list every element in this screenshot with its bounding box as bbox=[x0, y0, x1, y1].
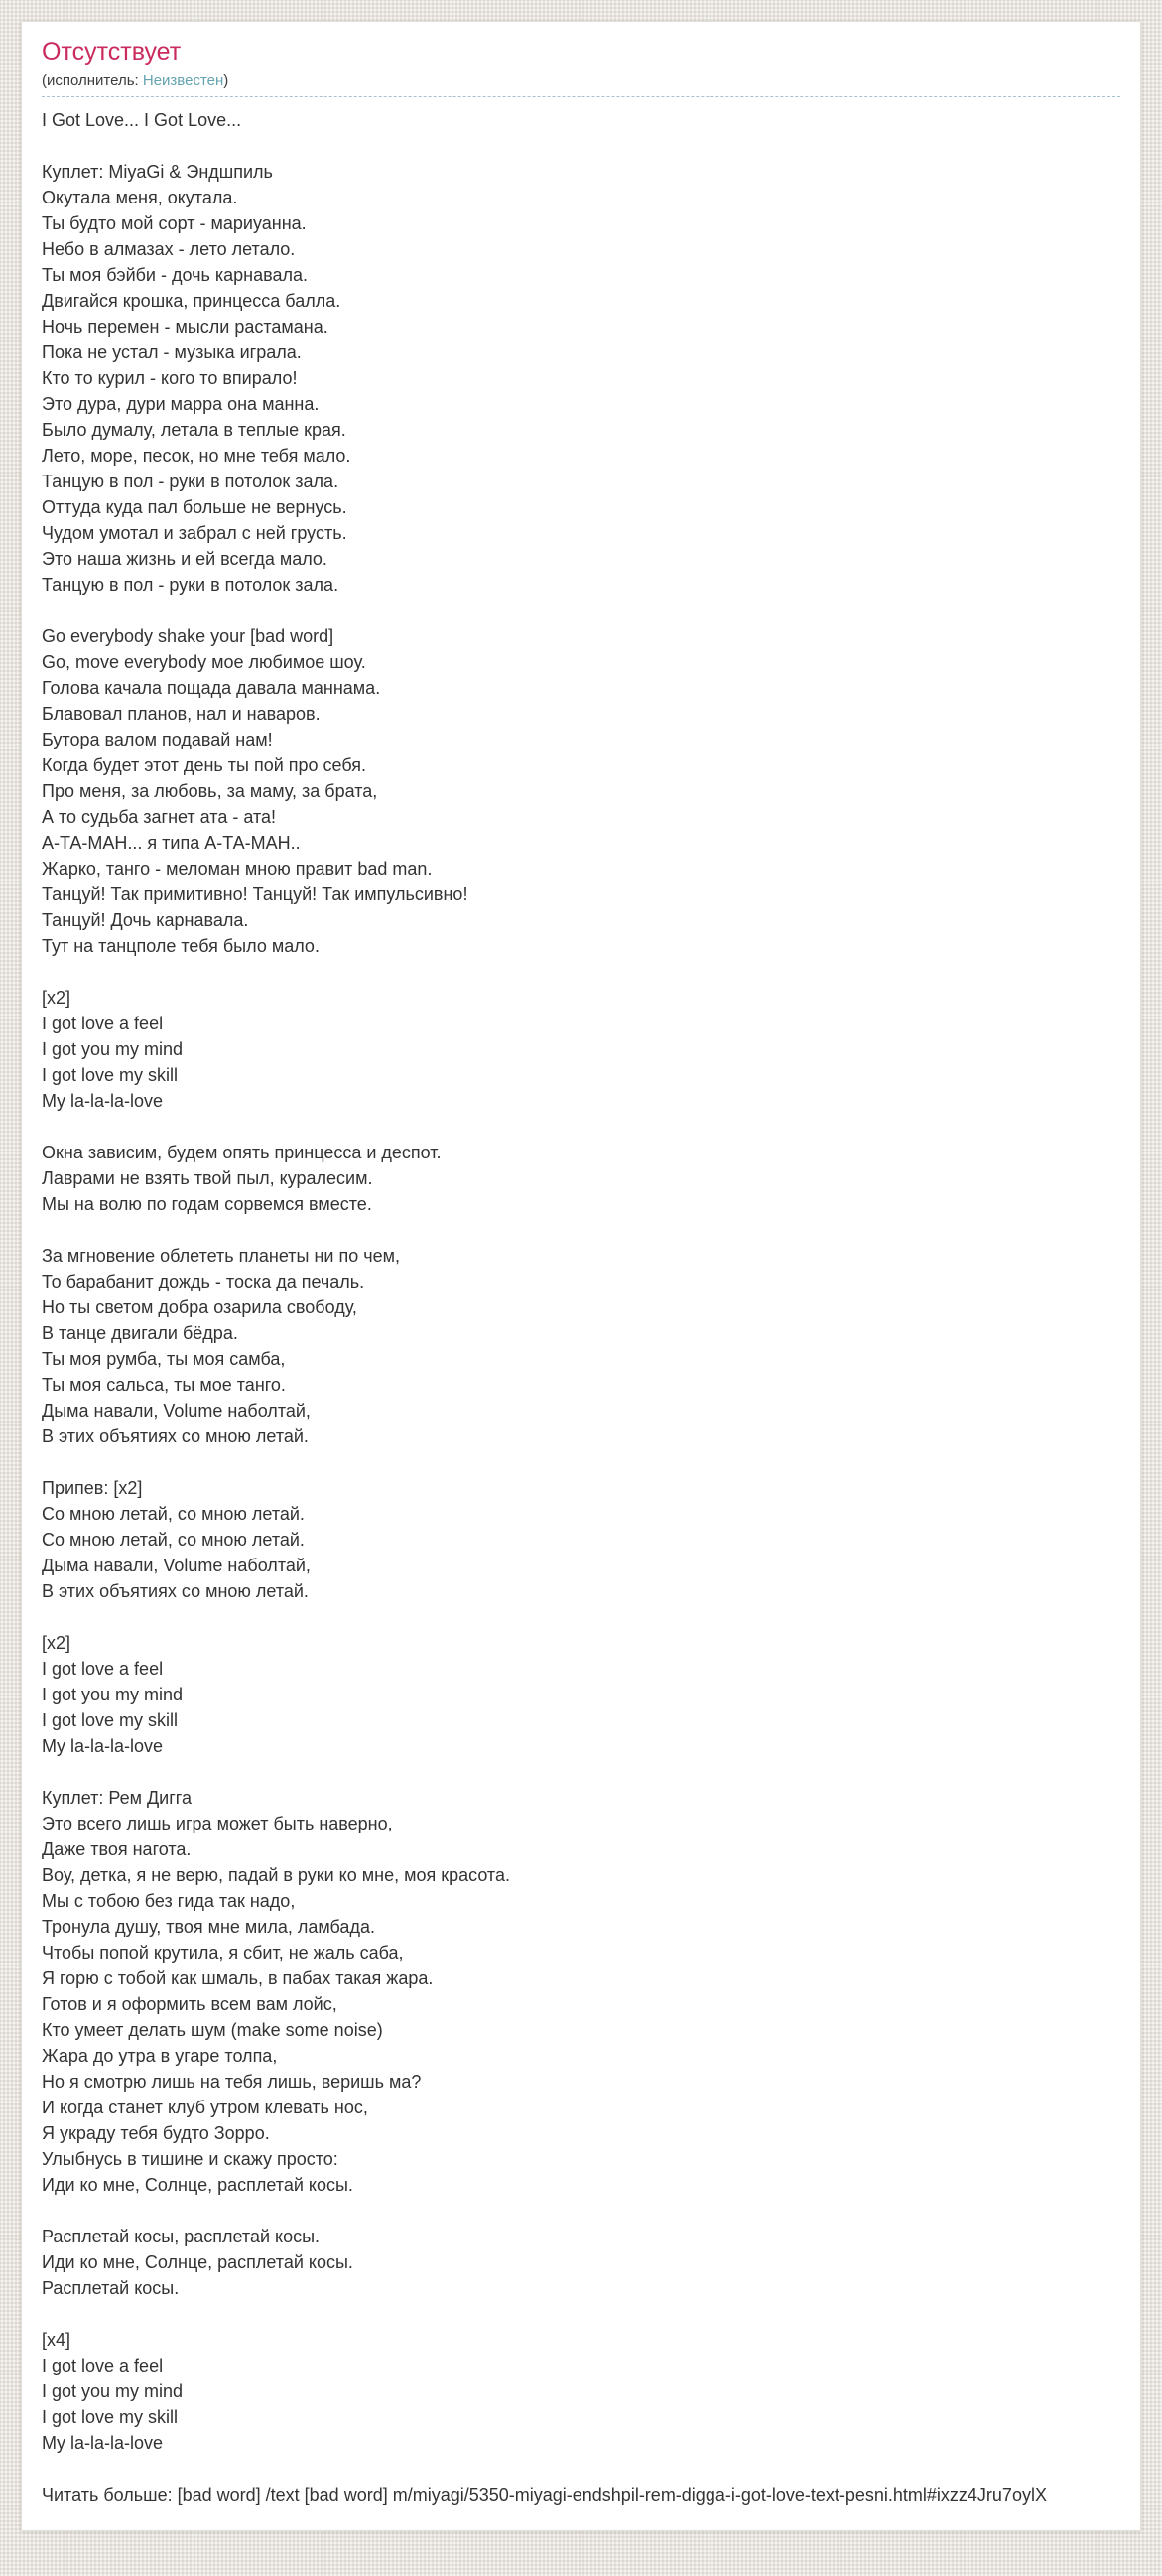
artist-label-suffix: ) bbox=[223, 72, 229, 89]
lyric-line: Про меня, за любовь, за маму, за брата, bbox=[42, 781, 378, 801]
lyric-line: Готов и я оформить всем вам лойс, bbox=[42, 1994, 337, 2014]
lyric-line: Воу, детка, я не верю, падай в руки ко мне, моя красота. bbox=[42, 1865, 510, 1885]
lyric-line: Жара до утра в угаре толпа, bbox=[42, 2046, 278, 2066]
lyric-line: Мы с тобою без гида так надо, bbox=[42, 1891, 296, 1911]
lyric-line: Это всего лишь игра может быть наверно, bbox=[42, 1814, 393, 1833]
lyric-line: Лето, море, песок, но мне тебя мало. bbox=[42, 446, 351, 466]
lyrics-stanza bbox=[42, 1475, 1120, 1604]
lyric-line: Танцуй! Дочь карнавала. bbox=[42, 910, 249, 930]
lyrics-stanza bbox=[42, 2327, 1120, 2456]
lyric-line: Ты будто мой сорт - мариуанна. bbox=[42, 213, 307, 233]
lyric-line: Припев: [x2] bbox=[42, 1478, 143, 1498]
lyric-line: I got love my skill bbox=[42, 2407, 179, 2427]
lyric-line: [x4] bbox=[42, 2330, 71, 2350]
lyric-line: I Got Love... I Got Love... bbox=[42, 110, 242, 130]
read-more-line bbox=[42, 2482, 1120, 2508]
lyric-line: А то судьба загнет ата - ата! bbox=[42, 807, 277, 827]
lyrics-stanza bbox=[42, 1243, 1120, 1449]
lyric-line: И когда станет клуб утром клевать нос, bbox=[42, 2098, 368, 2117]
lyric-line: Ночь перемен - мысли растамана. bbox=[42, 317, 328, 337]
lyric-line: Танцую в пол - руки в потолок зала. bbox=[42, 575, 339, 595]
lyrics-stanza bbox=[42, 107, 1120, 133]
page-background bbox=[0, 21, 1162, 2576]
lyric-line: Двигайся крошка, принцесса балла. bbox=[42, 291, 341, 311]
lyric-line: Лаврами не взять твой пыл, куралесим. bbox=[42, 1168, 373, 1188]
lyric-line: I got love a feel bbox=[42, 2356, 164, 2375]
lyric-line: Окутала меня, окутала. bbox=[42, 188, 238, 207]
lyric-line: Со мною летай, со мною летай. bbox=[42, 1530, 305, 1550]
lyric-line: Дыма навали, Volume наболтай, bbox=[42, 1401, 311, 1421]
lyrics-stanza bbox=[42, 2224, 1120, 2301]
lyric-line: Пока не устал - музыка играла. bbox=[42, 342, 302, 362]
lyric-line: Go, move everybody мое любимое шоу. bbox=[42, 652, 366, 672]
lyric-line: Блавовал планов, нал и наваров. bbox=[42, 704, 321, 724]
lyric-line: My la-la-la-love bbox=[42, 2433, 164, 2453]
lyric-line: Даже твоя нагота. bbox=[42, 1839, 192, 1859]
lyric-line: Когда будет этот день ты пой про себя. bbox=[42, 755, 367, 775]
lyric-line: Танцуй! Так примитивно! Танцуй! Так импульсивно! bbox=[42, 884, 468, 904]
lyric-line: Тут на танцполе тебя было мало. bbox=[42, 936, 320, 956]
lyric-line: В этих объятиях со мною летай. bbox=[42, 1426, 309, 1446]
lyric-line: Я горю с тобой как шмаль, в пабах такая жара. bbox=[42, 1968, 434, 1988]
lyrics-stanza bbox=[42, 1140, 1120, 1217]
lyric-line: Мы на волю по годам сорвемся вместе. bbox=[42, 1194, 372, 1214]
lyrics-text bbox=[42, 107, 1120, 2456]
lyric-line: За мгновение облететь планеты ни по чем, bbox=[42, 1246, 400, 1266]
lyric-line: Кто умеет делать шум (make some noise) bbox=[42, 2020, 383, 2040]
lyrics-stanza bbox=[42, 159, 1120, 598]
lyric-line: Go everybody shake your [bad word] bbox=[42, 626, 334, 646]
lyric-line: I got you my mind bbox=[42, 1685, 184, 1704]
lyric-line: Но я смотрю лишь на тебя лишь, веришь ма? bbox=[42, 2072, 422, 2092]
lyric-line: Чудом умотал и забрал с ней грусть. bbox=[42, 523, 347, 543]
lyric-line: Я украду тебя будто Зорро. bbox=[42, 2123, 270, 2143]
lyric-line: Дыма навали, Volume наболтай, bbox=[42, 1556, 311, 1575]
lyric-line: Расплетай косы, расплетай косы. bbox=[42, 2227, 321, 2246]
lyric-line: I got love a feel bbox=[42, 1659, 164, 1679]
lyric-line: I got you my mind bbox=[42, 1039, 184, 1059]
lyric-line: Жарко, танго - меломан мною правит bad man. bbox=[42, 859, 433, 879]
lyric-line: Оттуда куда пал больше не вернусь. bbox=[42, 497, 347, 517]
lyric-line: Куплет: MiyaGi & Эндшпиль bbox=[42, 162, 273, 182]
lyric-line: Иди ко мне, Солнце, расплетай косы. bbox=[42, 2252, 353, 2272]
lyric-line: Со мною летай, со мною летай. bbox=[42, 1504, 305, 1524]
lyric-line: Ты моя сальса, ты мое танго. bbox=[42, 1375, 286, 1395]
lyric-line: My la-la-la-love bbox=[42, 1091, 164, 1111]
artist-label: (исполнитель: bbox=[42, 72, 143, 89]
lyric-line: В этих объятиях со мною летай. bbox=[42, 1581, 309, 1601]
lyric-line: Это дура, дури марра она манна. bbox=[42, 394, 320, 414]
lyric-line: Танцую в пол - руки в потолок зала. bbox=[42, 472, 339, 491]
lyric-line: То барабанит дождь - тоска да печаль. bbox=[42, 1272, 365, 1291]
lyric-line: I got you my mind bbox=[42, 2381, 184, 2401]
lyric-line: Окна зависим, будем опять принцесса и деспот. bbox=[42, 1143, 442, 1162]
lyric-line: В танце двигали бёдра. bbox=[42, 1323, 238, 1343]
lyric-line: Чтобы попой крутила, я сбит, не жаль саба, bbox=[42, 1943, 404, 1963]
lyric-line: I got love my skill bbox=[42, 1065, 179, 1085]
lyric-line: Расплетай косы. bbox=[42, 2278, 180, 2298]
lyric-line: Бутора валом подавай нам! bbox=[42, 730, 273, 749]
content-card bbox=[21, 21, 1141, 2531]
lyrics-stanza bbox=[42, 985, 1120, 1114]
lyric-line: Голова качала пощада давала маннама. bbox=[42, 678, 381, 698]
lyric-line: Куплет: Рем Дигга bbox=[42, 1788, 192, 1808]
lyric-line: А-ТА-МАН... я типа А-ТА-МАН.. bbox=[42, 833, 301, 853]
lyrics-stanza bbox=[42, 1785, 1120, 2198]
lyric-line: Это наша жизнь и ей всегда мало. bbox=[42, 549, 327, 569]
lyric-line: [x2] bbox=[42, 1633, 71, 1653]
lyric-line: Но ты светом добра озарила свободу, bbox=[42, 1297, 357, 1317]
lyrics-stanza bbox=[42, 623, 1120, 959]
lyric-line: Ты моя бэйби - дочь карнавала. bbox=[42, 265, 308, 285]
lyric-line: My la-la-la-love bbox=[42, 1736, 164, 1756]
lyric-line: [x2] bbox=[42, 988, 71, 1008]
lyric-line: Небо в алмазах - лето летало. bbox=[42, 239, 296, 259]
lyrics-stanza bbox=[42, 1630, 1120, 1759]
lyric-line: I got love a feel bbox=[42, 1014, 164, 1033]
song-title: Отсутствует bbox=[42, 38, 182, 66]
lyric-line: Кто то курил - кого то впирало! bbox=[42, 368, 298, 388]
artist-line bbox=[42, 71, 1120, 97]
lyric-line: Ты моя румба, ты моя самба, bbox=[42, 1349, 286, 1369]
artist-name-link[interactable]: Неизвестен bbox=[142, 72, 224, 89]
read-more-text: Читать больше: [bad word] /text [bad word] m/miyagi/5350-miyagi-endshpil-rem-digga-i-got-love-text-pesni.html#ixzz4Jru7oylX bbox=[42, 2485, 1047, 2505]
lyric-line: Иди ко мне, Солнце, расплетай косы. bbox=[42, 2175, 353, 2195]
lyric-line: Было думалу, летала в теплые края. bbox=[42, 420, 346, 440]
lyric-line: I got love my skill bbox=[42, 1710, 179, 1730]
lyric-line: Тронула душу, твоя мне мила, ламбада. bbox=[42, 1917, 375, 1937]
lyric-line: Улыбнусь в тишине и скажу просто: bbox=[42, 2149, 338, 2169]
